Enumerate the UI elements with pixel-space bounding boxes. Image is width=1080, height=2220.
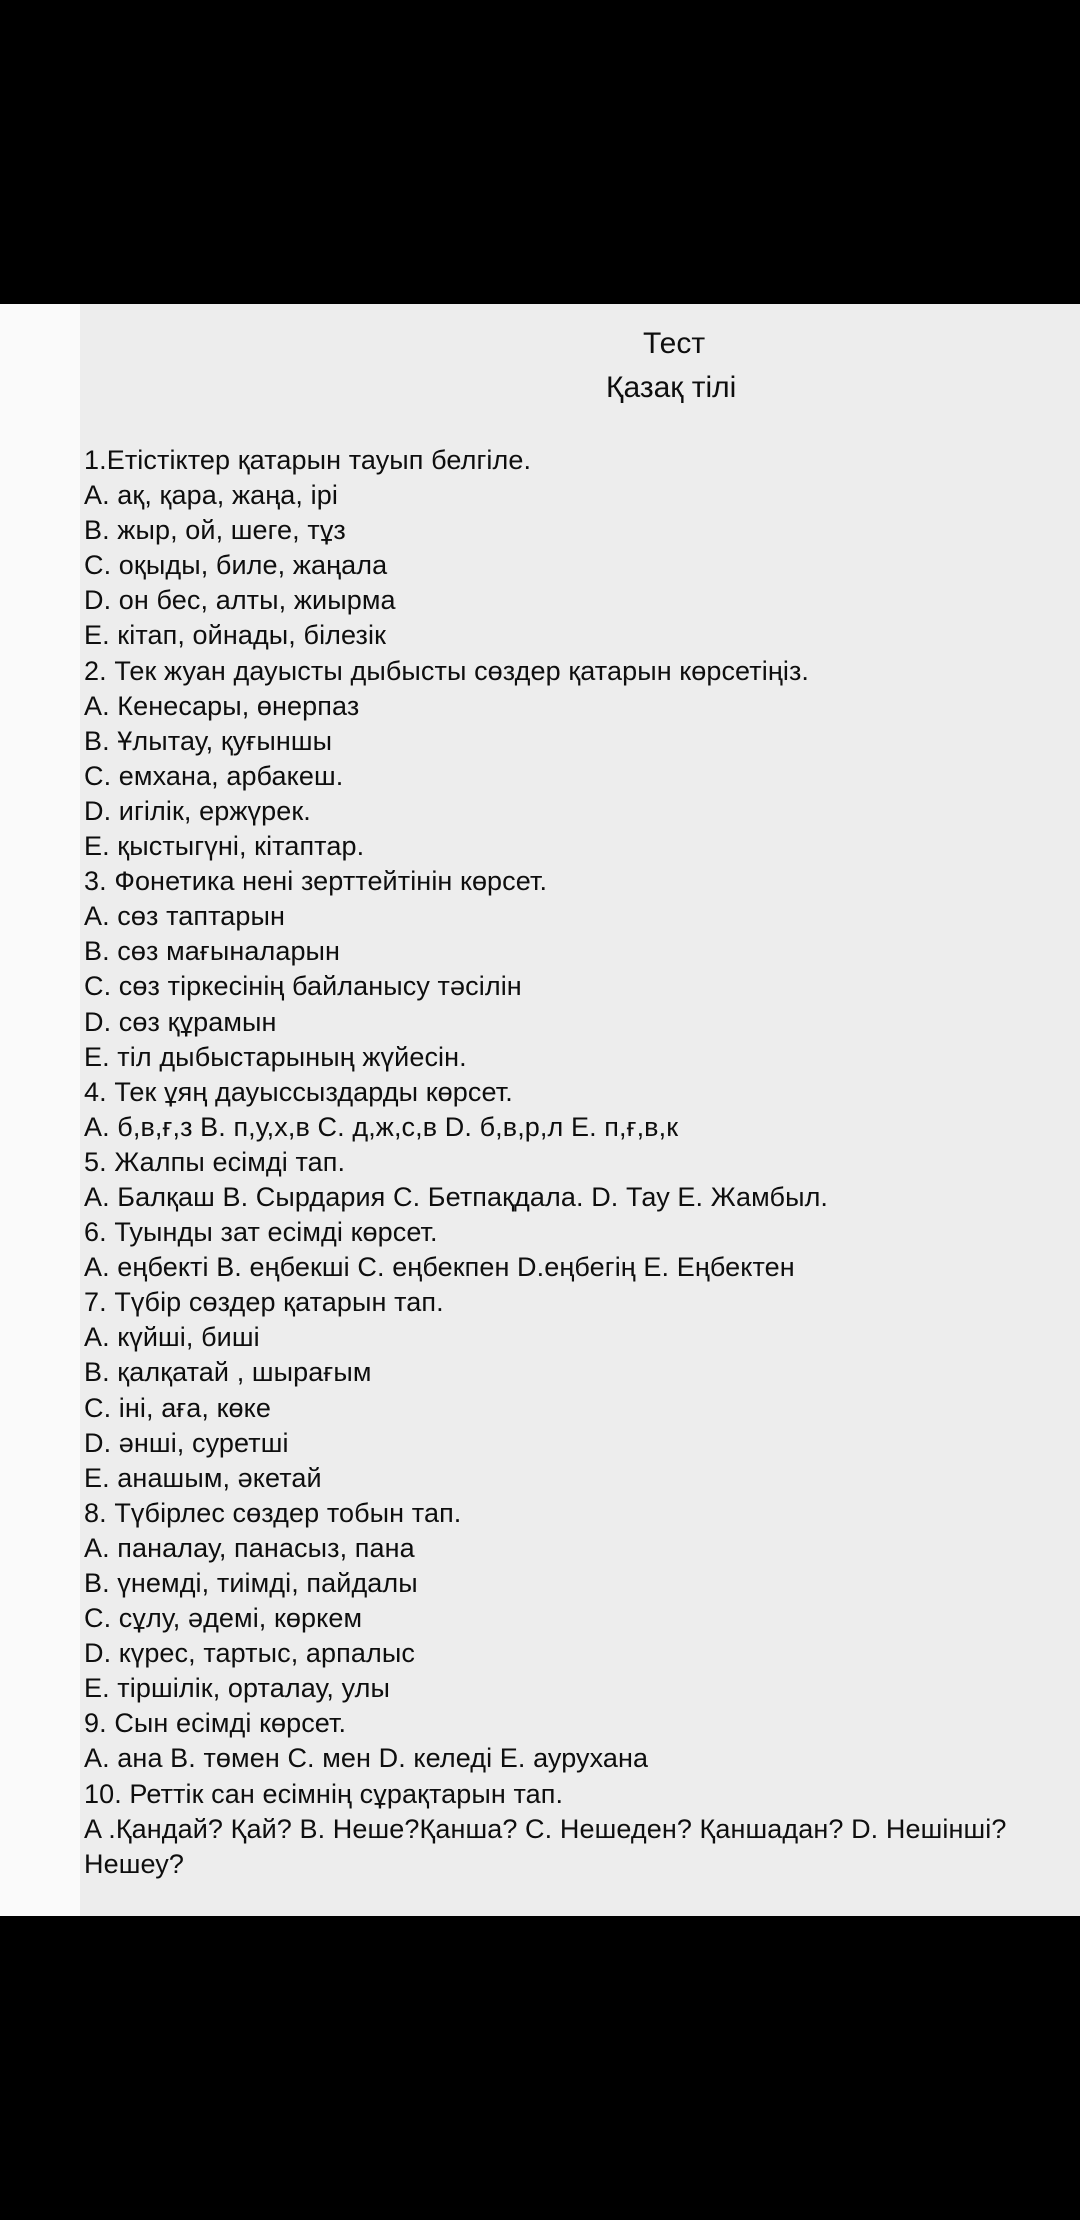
answer-line: C. іні, аға, көке: [84, 1392, 271, 1423]
answer-line: A. күйші, биші: [84, 1322, 260, 1353]
answer-line: B. жыр, ой, шеге, тұз: [84, 515, 346, 546]
answer-line: B. Ұлытау, қуғыншы: [84, 725, 333, 756]
answer-line: E. анашым, әкетай: [84, 1462, 322, 1493]
document-title: Тест: [643, 327, 706, 360]
answer-line: C. сұлу, әдемі, көркем: [84, 1603, 363, 1634]
answer-line: B. сөз мағыналарын: [84, 936, 341, 967]
answer-line: D. игілік, ержүрек.: [84, 795, 311, 826]
answer-line: A. сөз таптарын: [84, 901, 286, 932]
answer-line: A. еңбекті B. еңбекші C. еңбекпен D.еңбегің E. Еңбектен: [84, 1252, 795, 1283]
answer-line: A. паналау, панасыз, пана: [84, 1532, 415, 1563]
question-line: 10. Реттік сан есімнің сұрақтарын тап.: [84, 1778, 564, 1809]
answer-line: E. тіршілік, орталау, улы: [84, 1673, 390, 1704]
answer-line: Нешеу?: [84, 1848, 185, 1879]
answer-line: A. Балқаш B. Сырдария C. Бетпақдала. D. Тау E. Жамбыл.: [84, 1181, 829, 1212]
answer-line: C. оқыды, биле, жаңала: [84, 550, 388, 581]
answer-line: A. ана B. төмен C. мен D. келеді E. аурухана: [84, 1743, 649, 1774]
answer-line: E. қыстыгүні, кітаптар.: [84, 831, 365, 862]
question-line: 4. Тек ұяң дауыссыздарды көрсет.: [84, 1076, 513, 1107]
question-line: 7. Түбір сөздер қатарын тап.: [84, 1287, 444, 1318]
question-line: 3. Фонетика нені зерттейтінін көрсет.: [84, 866, 548, 897]
answer-line: B. үнемді, тиімді, пайдалы: [84, 1568, 418, 1598]
answer-line: E. тіл дыбыстарының жүйесін.: [84, 1041, 467, 1072]
answer-line: D. күрес, тартыс, арпалыс: [84, 1638, 415, 1669]
top-black-bar: [0, 0, 1080, 304]
answer-line: D. әнші, суретші: [84, 1427, 289, 1458]
answer-line: D. он бес, алты, жиырма: [84, 585, 396, 616]
question-line: 2. Тек жуан дауысты дыбысты сөздер қатарын көрсетіңіз.: [84, 655, 810, 686]
page-margin: [0, 304, 80, 1916]
question-line: 1.Етістіктер қатарын тауып белгіле.: [84, 445, 532, 475]
document-photo: [0, 304, 1080, 1916]
answer-line: D. сөз құрамын: [84, 1006, 277, 1037]
question-line: 9. Сын есімді көрсет.: [84, 1708, 347, 1739]
question-line: 5. Жалпы есімді тап.: [84, 1146, 346, 1177]
answer-line: A. ақ, қара, жаңа, ірі: [84, 480, 338, 511]
question-list: [84, 443, 1080, 1882]
answer-line: C. емхана, арбакеш.: [84, 760, 344, 791]
answer-line: A. б,в,ғ,з B. п,у,х,в C. д,ж,с,в D. б,в,р,л E. п,ғ,в,к: [84, 1111, 679, 1142]
document-subtitle: Қазақ тілі: [606, 371, 737, 404]
answer-line: A .Қандай? Қай? B. Неше?Қанша? C. Нешеден? Қаншадан? D. Нешінші?: [84, 1813, 1007, 1844]
bottom-black-bar: [0, 1916, 1080, 2220]
answer-line: E. кітап, ойнады, білезік: [84, 620, 387, 651]
question-line: 8. Түбірлес сөздер тобын тап.: [84, 1497, 462, 1528]
answer-line: C. сөз тіркесінің байланысу тәсілін: [84, 971, 522, 1002]
question-line: 6. Туынды зат есімді көрсет.: [84, 1217, 438, 1248]
answer-line: A. Кенесары, өнерпаз: [84, 690, 360, 721]
answer-line: B. қалқатай , шырағым: [84, 1357, 372, 1388]
